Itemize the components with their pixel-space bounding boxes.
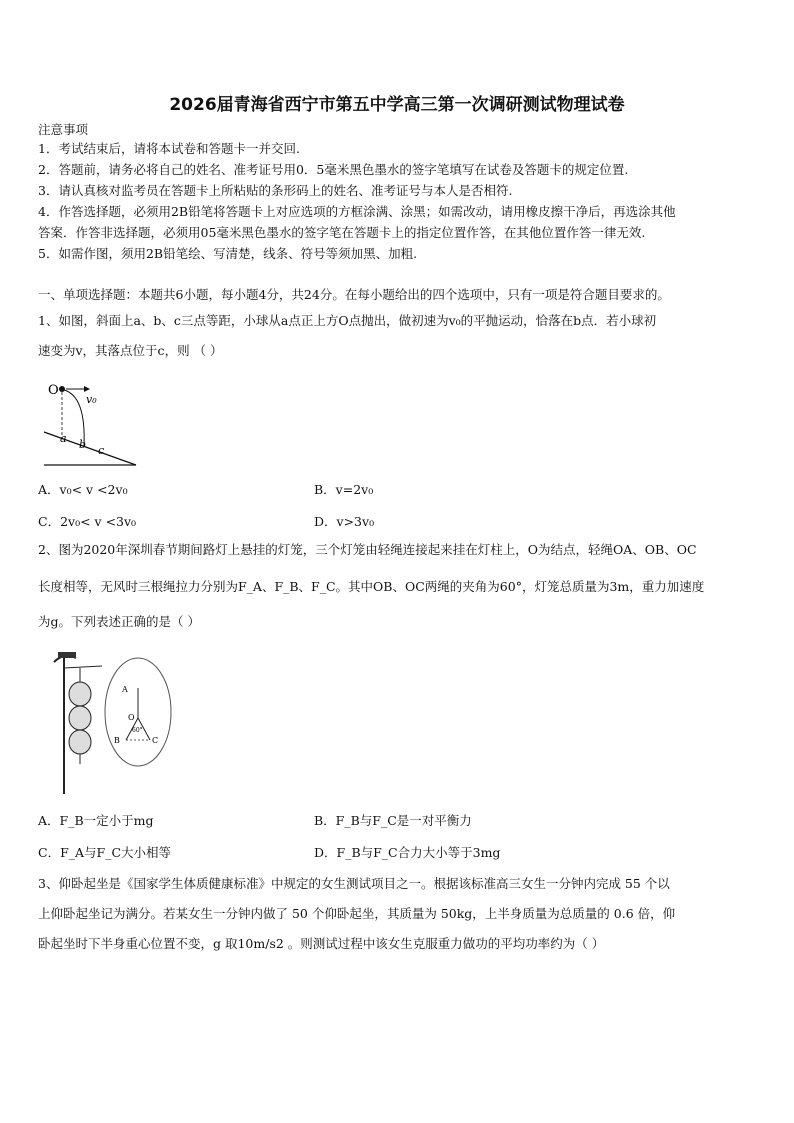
- label-c: c: [98, 444, 105, 457]
- incline-surface: [44, 432, 136, 465]
- notice-item: 2．答题前，请务必将自己的姓名、准考证号用0．5毫米黑色墨水的签字笔填写在试卷及答题卡的规定位置.: [38, 162, 629, 177]
- option-b[interactable]: B．v=2v₀: [314, 482, 374, 497]
- lamp-head: [58, 652, 76, 658]
- option-d[interactable]: D．v>3v₀: [314, 514, 375, 529]
- notice-item: 3．请认真核对监考员在答题卡上所粘贴的条形码上的姓名、准考证号与本人是否相符.: [38, 183, 513, 198]
- question-1-text: 速变为v，其落点位于c，则 （ ）: [38, 343, 223, 358]
- option-a[interactable]: A．v₀< v <2v₀: [38, 482, 128, 497]
- lantern-figure: [44, 650, 174, 796]
- lantern-icon: [69, 706, 91, 730]
- lantern-icon: [69, 730, 91, 754]
- label-a: a: [60, 432, 67, 445]
- label-v0: v₀: [86, 393, 97, 406]
- question-3-text: 卧起坐时下半身重心位置不变，g 取10m/s2 。则测试过程中该女生克服重力做功的平均功率约为（ ）: [38, 936, 605, 951]
- launch-point: [59, 386, 65, 392]
- notice-item: 答案．作答非选择题，必须用05毫米黑色墨水的签字笔在答题卡上的指定位置作答，在其他位置作答一律无效.: [38, 225, 646, 240]
- notice-item: 5．如需作图，须用2B铅笔绘、写清楚，线条、符号等须加黑、加粗.: [38, 246, 418, 261]
- page-title: 2026届青海省西宁市第五中学高三第一次调研测试物理试卷: [169, 95, 625, 115]
- label-o: O: [128, 713, 135, 722]
- notice-item: 4．作答选择题，必须用2B铅笔将答题卡上对应选项的方框涂满、涂黑；如需改动，请用橡皮擦干净后，再选涂其他: [38, 204, 676, 219]
- question-2-text: 2、图为2020年深圳春节期间路灯上悬挂的灯笼，三个灯笼由轻绳连接起来挂在灯柱上，O为结点，轻绳OA、OB、OC: [38, 542, 697, 557]
- option-a[interactable]: A．F_B一定小于mg: [38, 813, 154, 828]
- notice-heading: 注意事项: [38, 122, 89, 137]
- question-1-text: 1、如图，斜面上a、b、c三点等距，小球从a点正上方O点抛出，做初速为v₀的平抛运动，恰落在b点．若小球初: [38, 313, 657, 328]
- label-c: C: [152, 736, 159, 745]
- notice-item: 1．考试结束后，请将本试卷和答题卡一并交回.: [38, 141, 300, 156]
- projectile-incline-figure: [36, 376, 146, 468]
- section-heading: 一、单项选择题：本题共6小题，每小题4分，共24分。在每小题给出的四个选项中，只有一项是符合题目要求的。: [38, 287, 670, 302]
- lantern-icon: [69, 682, 91, 706]
- option-b[interactable]: B．F_B与F_C是一对平衡力: [314, 813, 472, 828]
- label-a: A: [122, 685, 128, 694]
- label-o: O: [48, 383, 59, 398]
- option-d[interactable]: D．F_B与F_C合力大小等于3mg: [314, 845, 501, 860]
- option-c[interactable]: C．2v₀< v <3v₀: [38, 514, 137, 529]
- question-3-text: 3、仰卧起坐是《国家学生体质健康标准》中规定的女生测试项目之一。根据该标准高三女生一分钟内完成 55 个以: [38, 876, 670, 891]
- label-angle: 60°: [132, 727, 143, 734]
- question-2-text: 为g。下列表述正确的是（ ）: [38, 614, 200, 629]
- label-b: B: [114, 736, 120, 745]
- label-b: b: [79, 438, 87, 451]
- question-3-text: 上仰卧起坐记为满分。若某女生一分钟内做了 50 个仰卧起坐，其质量为 50kg，上半身质量为总质量的 0.6 倍，仰: [38, 906, 676, 921]
- velocity-arrowhead: [84, 386, 90, 392]
- bracket: [64, 666, 102, 668]
- option-c[interactable]: C．F_A与F_C大小相等: [38, 845, 172, 860]
- question-2-text: 长度相等，无风时三根绳拉力分别为F_A、F_B、F_C。其中OB、OC两绳的夹角为60°，灯笼总质量为3m，重力加速度: [38, 579, 705, 594]
